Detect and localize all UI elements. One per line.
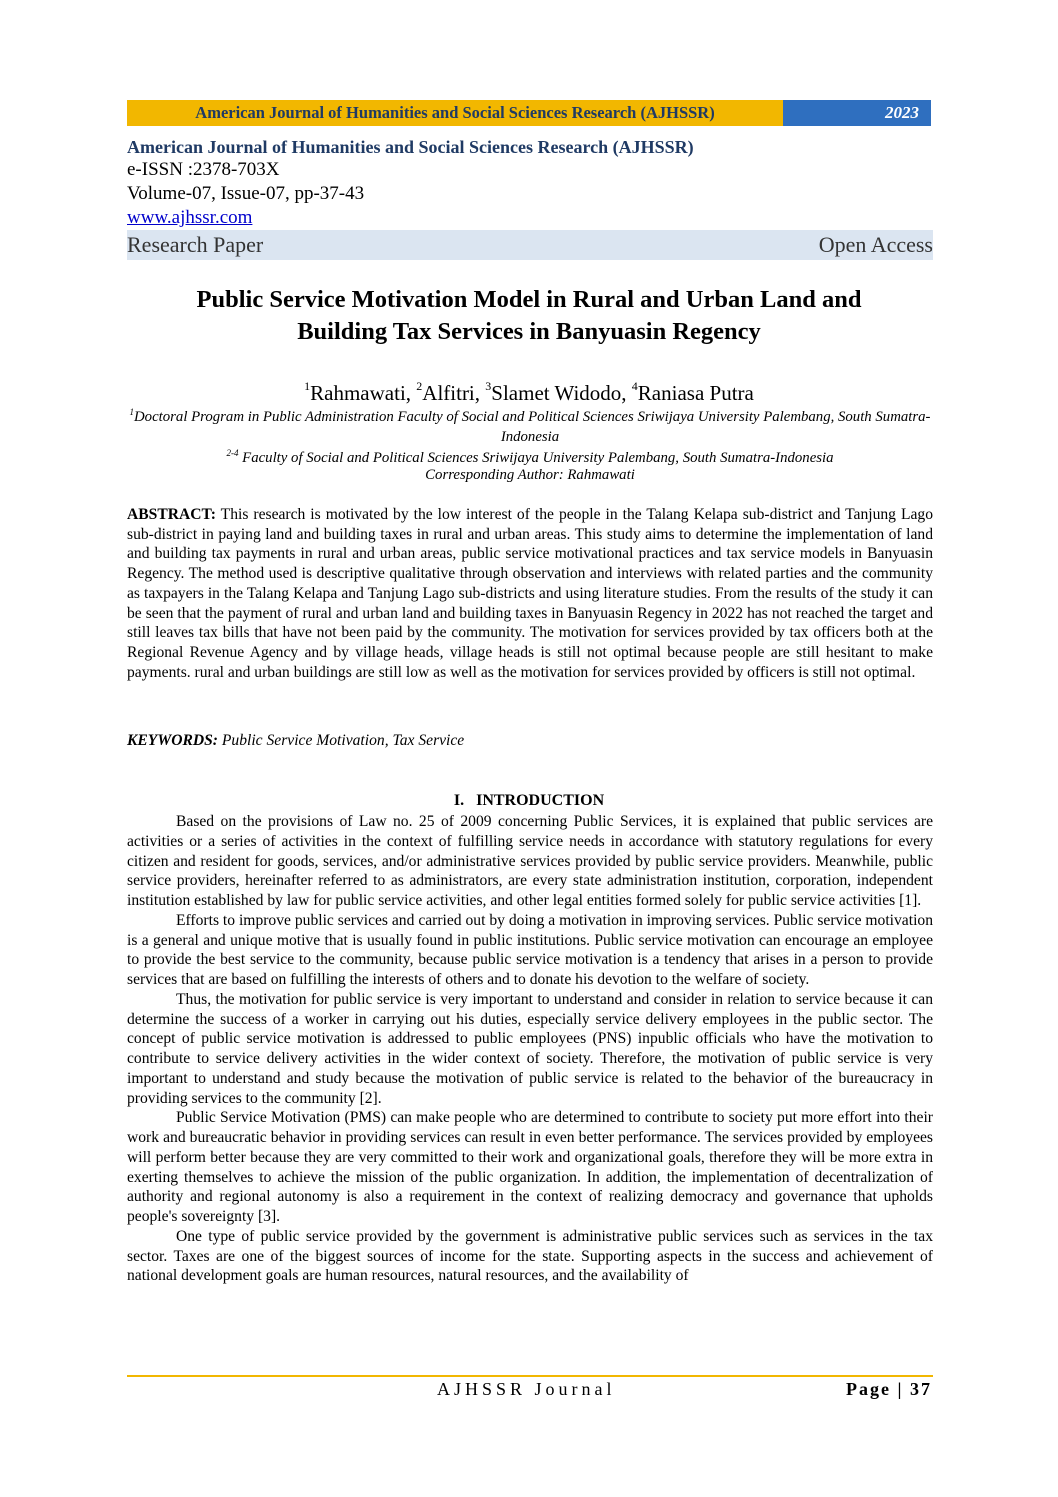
abstract-label: ABSTRACT: xyxy=(127,506,216,523)
footer-page-number: Page | 37 xyxy=(846,1379,932,1399)
abstract xyxy=(127,505,933,682)
issn: e-ISSN :2378-703X xyxy=(127,159,280,180)
paper-title xyxy=(110,284,948,348)
paragraph: Thus, the motivation for public service is very important to understand and consider in relation to service because it can determine the success of a worker in carrying out his duties, especially service delivery employees in the public sector. The concept of public service motivation is addressed to public employees (PNS) inpublic officials who have the motivation to contribute to service delivery activities in the wider context of society. Therefore, the motivation of public service is very important to understand and study because the motivation of public service is related to the behavior of the bureaucracy in providing services to the community [2]. xyxy=(127,990,933,1107)
author-2-sup: 2 xyxy=(416,379,423,393)
affiliation-2-text: Faculty of Social and Political Sciences Sriwijaya University Palembang, South Sumatra-Indonesia xyxy=(238,450,834,466)
author-4: Raniasa Putra xyxy=(637,381,754,405)
section-heading: I. INTRODUCTION xyxy=(453,792,605,809)
paragraph: Based on the provisions of Law no. 25 of 2009 concerning Public Services, it is explained that public services are activities or a series of activities in the context of fulfilling service needs in accordance with statutory regulations for every citizen and resident for goods, services, and/or administrative services provided by public service providers. Meanwhile, public service providers, hereinafter referred to as administrators, are every state administration institution, corporation, independent institution established by law for public service activities, and other legal entities formed solely for public service activities [1]. xyxy=(127,813,933,909)
paper-title-line-2: Building Tax Services in Banyuasin Regency xyxy=(297,318,761,345)
keywords-text: Public Service Motivation, Tax Service xyxy=(217,732,465,749)
author-1-sup: 1 xyxy=(304,379,311,393)
footer-journal: AJHSSR Journal xyxy=(437,1379,616,1399)
affiliation-1 xyxy=(127,402,933,447)
paragraph: One type of public service provided by the government is administrative public services such as services in the tax sector. Taxes are one of the biggest sources of income for the state. Supporting aspects in the success and achievement of national development goals are human resources, natural resources, and the availability of xyxy=(127,1227,933,1285)
header-year-banner: 2023 xyxy=(783,100,931,126)
keywords xyxy=(127,731,933,751)
paper-title-line-1: Public Service Motivation Model in Rural and Urban Land and xyxy=(196,286,862,313)
author-1: Rahmawati, xyxy=(310,381,417,405)
author-2: Alfitri, xyxy=(422,381,486,405)
affiliation-2-sup: 2-4 xyxy=(226,448,239,458)
paragraph: Efforts to improve public services and carried out by doing a motivation in improving services. Public service motivation is a general and unique motive that is usually found in public institutions. Public service motivation can encourage an employee to provide the best service to the community, because public service motivation is a tendency that arises in a person to provide services that are based on fulfilling the interests of others and to donate his devotion to the welfare of society. xyxy=(127,911,933,988)
header-journal-banner: American Journal of Humanities and Social Sciences Research (AJHSSR) xyxy=(127,100,783,126)
volume-info: Volume-07, Issue-07, pp-37-43 xyxy=(127,183,365,204)
author-3-sup: 3 xyxy=(485,379,492,393)
journal-name: American Journal of Humanities and Social Sciences Research (AJHSSR) xyxy=(127,137,694,157)
affiliation-1-sup: 1 xyxy=(129,407,134,417)
abstract-text: This research is motivated by the low interest of the people in the Talang Kelapa sub-district and Tanjung Lago sub-district in paying land and building taxes in rural and urban areas. This study aims to determine the implementation of land and building tax payments in rural and urban areas, public service motivational practices and tax service models in Banyuasin Regency. The method used is descriptive qualitative through observation and interviews with related parties and the community as taxpayers in the Talang Kelapa and Tanjung Lago sub-districts and using literature studies. From the results of the study it can be seen that the payment of rural and urban land and building taxes in Banyuasin Regency in 2022 has not reached the target and still leaves tax bills that have not been paid by the community. The motivation for services provided by tax officers both at the Regional Revenue Agency and by village heads, village heads is still not optimal because people are still hesitant to make payments. rural and urban buildings are still low as well as the motivation for services provided by officers is still not optimal. xyxy=(127,506,933,681)
author-4-sup: 4 xyxy=(631,379,638,393)
corresponding-author: Corresponding Author: Rahmawati xyxy=(425,467,635,483)
keywords-label: KEYWORDS: xyxy=(127,732,218,749)
paper-type-bar xyxy=(127,230,933,260)
section-body xyxy=(127,812,933,1286)
journal-website-link[interactable]: www.ajhssr.com xyxy=(127,207,253,228)
paragraph: Public Service Motivation (PMS) can make people who are determined to contribute to society put more effort into their work and bureaucratic behavior in providing services can result in even better performance. The services provided by employees will perform better because they are very committed to their work and organizational goals, therefore they will be more extra in exerting themselves to achieve the mission of the public organization. In addition, the implementation of decentralization of authority and regional autonomy is also a requirement in the context of realizing democracy and governance that upholds people's sovereignty [3]. xyxy=(127,1109,933,1225)
access-type: Open Access xyxy=(818,232,933,257)
affiliation-1-text: Doctoral Program in Public Administration Faculty of Social and Political Sciences Sriwijaya University Palembang, South Sumatra-Indonesia xyxy=(134,409,931,445)
paper-type: Research Paper xyxy=(127,232,264,257)
author-3: Slamet Widodo, xyxy=(491,381,632,405)
